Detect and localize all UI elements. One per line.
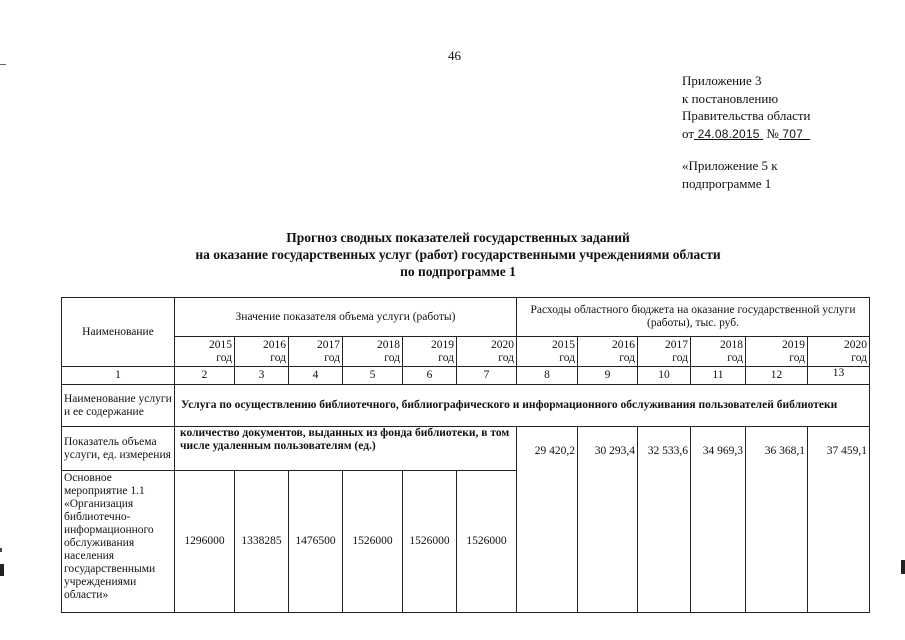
scan-margin-mark — [0, 64, 6, 65]
column-number: 5 — [343, 367, 403, 385]
column-number: 13 — [808, 367, 870, 385]
expense-cell: 30 293,4 — [578, 427, 638, 613]
scan-margin-mark — [0, 564, 4, 576]
years-row — [62, 337, 870, 367]
header-row — [62, 298, 870, 337]
expense-header: Расходы областного бюджета на оказание государственной услуги (работы), тыс. руб. — [517, 298, 870, 337]
document-title — [0, 229, 905, 280]
volume-header: Значение показателя объема услуги (работы) — [175, 298, 517, 337]
scan-margin-mark — [0, 548, 2, 552]
column-number: 2 — [175, 367, 235, 385]
year-cell: 2018 год — [691, 337, 746, 367]
appendix-line: «Приложение 5 к — [682, 158, 778, 173]
number-prefix: № — [766, 125, 779, 141]
appendix-date-line — [682, 125, 811, 144]
appendix-line: Приложение 3 — [682, 73, 762, 88]
expense-cell: 32 533,6 — [638, 427, 691, 613]
year-cell: 2016 год — [235, 337, 289, 367]
appendix-line: Правительства области — [682, 108, 811, 123]
year-cell: 2020 год — [457, 337, 517, 367]
expense-cell: 29 420,2 — [517, 427, 578, 613]
column-number: 8 — [517, 367, 578, 385]
volume-cell: 1526000 — [403, 471, 457, 613]
column-number: 4 — [289, 367, 343, 385]
event-label: Основное мероприятие 1.1 «Организация библиотечно-информационного обслуживания населения государственными учреждениями области» — [62, 471, 175, 613]
number-value: 707 — [782, 126, 803, 141]
column-number: 7 — [457, 367, 517, 385]
year-cell: 2017 год — [638, 337, 691, 367]
volume-cell: 1476500 — [289, 471, 343, 613]
column-number: 10 — [638, 367, 691, 385]
service-label: Наименование услуги и ее содержание — [62, 385, 175, 427]
volume-cell: 1526000 — [343, 471, 403, 613]
volume-cell: 1526000 — [457, 471, 517, 613]
column-number: 3 — [235, 367, 289, 385]
year-cell: 2018 год — [343, 337, 403, 367]
name-header: Наименование — [62, 298, 175, 367]
column-number: 6 — [403, 367, 457, 385]
year-cell: 2015 год — [175, 337, 235, 367]
appendix-line: к постановлению — [682, 90, 779, 106]
expense-cell: 34 969,3 — [691, 427, 746, 613]
title-line: Прогноз сводных показателей государственных заданий — [286, 230, 630, 245]
column-number: 9 — [578, 367, 638, 385]
title-line: на оказание государственных услуг (работ) государственными учреждениями области — [195, 247, 721, 262]
year-cell: 2016 год — [578, 337, 638, 367]
date-prefix: от — [682, 125, 695, 141]
appendix-line: подпрограмме 1 — [682, 175, 772, 191]
year-cell: 2020 год — [808, 337, 870, 367]
service-row — [62, 385, 870, 427]
volume-cell: 1338285 — [235, 471, 289, 613]
date-value: 24.08.2015 — [697, 126, 760, 141]
appendix-block — [682, 72, 811, 192]
expense-cell: 36 368,1 — [746, 427, 808, 613]
indicator-value: количество документов, выданных из фонда библиотеки, в том числе удаленным пользователям (ед.) — [175, 427, 517, 471]
year-cell: 2019 год — [746, 337, 808, 367]
indicator-row — [62, 427, 870, 471]
column-numbers-row — [62, 367, 870, 385]
scan-margin-mark — [901, 560, 905, 574]
column-number: 11 — [691, 367, 746, 385]
volume-cell: 1296000 — [175, 471, 235, 613]
expense-cell: 37 459,1 — [808, 427, 870, 613]
service-value: Услуга по осуществлению библиотечного, библиографического и информационного обслуживания пользователей библиотеки — [175, 385, 870, 427]
indicators-table — [61, 297, 870, 613]
page-number: 46 — [448, 48, 461, 63]
column-number: 1 — [62, 367, 175, 385]
year-cell: 2015 год — [517, 337, 578, 367]
title-line: по подпрограмме 1 — [400, 264, 516, 279]
year-cell: 2017 год — [289, 337, 343, 367]
column-number: 12 — [746, 367, 808, 385]
year-cell: 2019 год — [403, 337, 457, 367]
indicator-label: Показатель объема услуги, ед. измерения — [62, 427, 175, 471]
